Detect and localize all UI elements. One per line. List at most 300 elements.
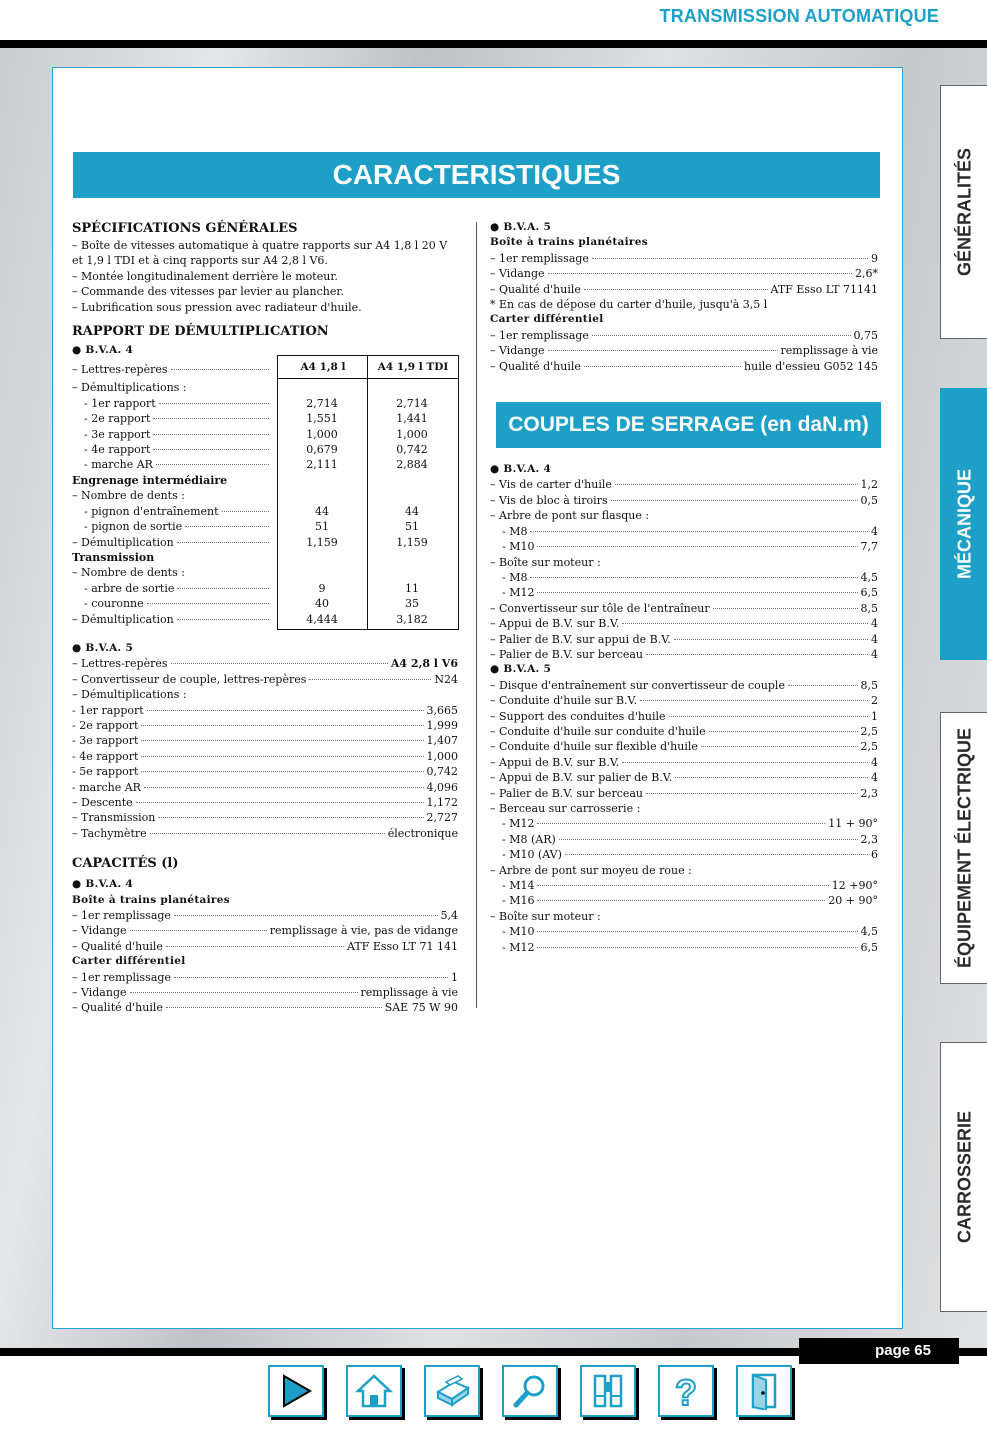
bva5-row — [72, 656, 458, 671]
cs-bva5-row-value: 4,5 — [860, 925, 878, 939]
tab-label: ÉQUIPEMENT ÉLECTRIQUE — [954, 727, 974, 969]
dot-leader — [166, 1007, 382, 1008]
bva5-row-value: 4,096 — [426, 780, 458, 794]
cs-bva5-row-value: 4 — [871, 755, 878, 769]
cs-bva5-row-value: 2 — [871, 694, 878, 708]
cs-bva4-list — [490, 477, 878, 662]
cap-bva4-row — [72, 970, 458, 985]
bva4-label-text: - 1er rapport — [84, 396, 156, 410]
exit-button[interactable] — [736, 1365, 792, 1417]
bva4-header-1: A4 1,8 l — [300, 361, 346, 374]
next-icon — [276, 1372, 316, 1410]
dot-leader — [584, 366, 741, 367]
bva4-value-2: 44 — [405, 504, 419, 518]
bva5-row-key: - 4e rapport — [72, 749, 139, 763]
dot-leader — [537, 900, 825, 901]
cs-bva4-row-key: – Palier de B.V. sur berceau — [490, 647, 644, 661]
bva5-row — [72, 733, 458, 748]
cs-bva5-row-key: – Conduite d'huile sur B.V. — [490, 694, 638, 708]
dot-leader — [177, 588, 269, 589]
dot-leader — [177, 619, 269, 620]
bva4-value-2: 3,182 — [396, 612, 428, 626]
cs-bva4-row-value: 6,5 — [860, 586, 878, 600]
cap-bva4-row-key: – 1er remplissage — [72, 909, 171, 923]
cs-bva4-row-key: – Appui de B.V. sur B.V. — [490, 617, 620, 631]
dot-leader — [156, 464, 269, 465]
dot-leader — [584, 289, 768, 290]
cs-bva5-row-key: – Conduite d'huile sur conduite d'huile — [490, 724, 706, 738]
dot-leader — [537, 885, 828, 886]
cs-bva4-title: ● B.V.A. 4 — [490, 463, 552, 476]
cap-bva5-row — [490, 266, 878, 281]
cap-bva4-title: ● B.V.A. 4 — [72, 878, 134, 891]
cs-bva4-row-key: – Vis de carter d'huile — [490, 478, 612, 492]
cs-bva5-row-value: 8,5 — [860, 678, 878, 692]
bva4-row-label — [72, 380, 272, 395]
dot-leader — [147, 710, 424, 711]
bva5-row-key: - 3e rapport — [72, 734, 139, 748]
bva4-label-text: - arbre de sortie — [84, 581, 175, 595]
tab-generalites[interactable] — [940, 85, 987, 339]
cs-bva4-row — [490, 508, 878, 523]
cs-bva5-row — [490, 678, 878, 693]
bva4-header-2: A4 1,9 l TDI — [377, 361, 449, 374]
bva4-value-1: 2,111 — [306, 458, 338, 472]
bva5-row-key: - 1er rapport — [72, 703, 144, 717]
dot-leader — [141, 771, 423, 772]
bva4-value-1: 1,551 — [306, 412, 338, 426]
cs-bva4-row-key: - M8 — [502, 524, 528, 538]
dot-leader — [537, 931, 857, 932]
cap-bva4-row-key: – Vidange — [72, 986, 127, 1000]
cap-bva5-row — [490, 359, 878, 374]
spec-item: – Lubrification sous pression avec radiateur d'huile. — [72, 300, 362, 314]
bva5-row-key: - 5e rapport — [72, 765, 139, 779]
cs-bva5-row-key: - M12 — [502, 940, 535, 954]
cs-bva5-row-key: – Conduite d'huile sur flexible d'huile — [490, 740, 698, 754]
cs-bva4-row-key: – Palier de B.V. sur appui de B.V. — [490, 632, 671, 646]
cap-bva4-row — [72, 1000, 458, 1015]
cap-bva5-row-key: – Vidange — [490, 344, 545, 358]
bva4-value-1: 2,714 — [306, 396, 338, 410]
spec-item: – Commande des vitesses par levier au plancher. — [72, 285, 344, 299]
bva4-table — [72, 358, 458, 627]
cs-bva4-row-value: 7,7 — [860, 540, 878, 554]
cs-bva5-row — [490, 863, 878, 878]
dot-leader — [141, 756, 423, 757]
cap-bva4-list1 — [72, 908, 458, 954]
dot-leader — [713, 608, 858, 609]
bva4-value-2: 2,884 — [396, 458, 428, 472]
cap-bva5-row-key: – Qualité d'huile — [490, 282, 581, 296]
bva4-value-1: 4,444 — [306, 612, 338, 626]
header-title: TRANSMISSION AUTOMATIQUE — [659, 6, 939, 26]
cap-bva4-row — [72, 985, 458, 1000]
next-button[interactable] — [268, 1365, 324, 1417]
bva5-row — [72, 780, 458, 795]
bva4-value-1: 51 — [315, 520, 329, 534]
search-icon — [510, 1372, 550, 1410]
cap-bva5-row-value: ATF Esso LT 71141 — [770, 282, 878, 296]
rapport-title: RAPPORT DE DÉMULTIPLICATION — [72, 324, 329, 340]
dot-leader — [669, 716, 868, 717]
dot-leader — [141, 740, 423, 741]
cs-bva5-row-key: - M10 — [502, 925, 535, 939]
cs-bva5-row-key: – Support des conduites d'huile — [490, 709, 666, 723]
cap-bva5-row — [490, 343, 878, 358]
bva5-row-key: - 2e rapport — [72, 718, 139, 732]
bva4-value-1: 44 — [315, 504, 329, 518]
cs-bva5-row — [490, 709, 878, 724]
dot-leader — [147, 603, 269, 604]
binoculars-button[interactable] — [580, 1365, 636, 1417]
cap-bva4-sub1: Boîte à trains planétaires — [72, 893, 230, 906]
cs-bva4-row — [490, 539, 878, 554]
cs-bva4-row-value: 1,2 — [860, 478, 878, 492]
cs-bva5-row-key: – Arbre de pont sur moyeu de roue : — [490, 863, 692, 877]
bva4-label-text: – Lettres-repères — [72, 362, 168, 376]
dot-leader — [177, 542, 269, 543]
dot-leader — [592, 335, 851, 336]
dot-leader — [537, 592, 857, 593]
bva4-row-label — [72, 473, 272, 488]
cap-bva4-row-key: – 1er remplissage — [72, 970, 171, 984]
bva4-value-2: 0,742 — [396, 443, 428, 457]
cs-bva4-row — [490, 647, 878, 662]
bva4-label-text: - 4e rapport — [84, 443, 151, 457]
cap-bva5-title: ● B.V.A. 5 — [490, 221, 552, 233]
couples-banner: COUPLES DE SERRAGE (en daN.m) — [496, 402, 881, 448]
dot-leader — [611, 500, 858, 501]
cs-bva5-row-key: – Appui de B.V. sur B.V. — [490, 755, 620, 769]
cs-bva4-row-key: - M10 — [502, 540, 535, 554]
cap-bva5-row — [490, 282, 878, 297]
cs-bva4-row — [490, 555, 878, 570]
tab-carrosserie[interactable] — [940, 1042, 987, 1312]
help-button[interactable] — [658, 1365, 714, 1417]
dot-leader — [640, 700, 868, 701]
dot-leader — [185, 526, 269, 527]
bva5-row — [72, 764, 458, 779]
dot-leader — [174, 915, 438, 916]
dot-leader — [709, 731, 858, 732]
bva4-value-2: 1,159 — [396, 535, 428, 549]
main-banner: CARACTERISTIQUES — [73, 152, 880, 198]
cs-bva5-row — [490, 693, 878, 708]
bva5-row-value: 0,742 — [426, 765, 458, 779]
cs-bva5-row — [490, 893, 878, 908]
dot-leader — [565, 854, 868, 855]
bva4-value-1: 1,000 — [306, 427, 338, 441]
cap-bva4-row-key: – Qualité d'huile — [72, 1001, 163, 1015]
cs-bva4-row-key: - M8 — [502, 570, 528, 584]
right-column — [490, 220, 878, 955]
bva4-label-text: - marche AR — [84, 458, 153, 472]
bva4-label-text: - pignon de sortie — [84, 520, 183, 534]
cs-bva4-row — [490, 524, 878, 539]
cs-bva5-row-value: 4 — [871, 771, 878, 785]
cs-bva5-row-value: 2,5 — [860, 740, 878, 754]
cap-bva4-row-value: ATF Esso LT 71 141 — [347, 939, 458, 953]
bva5-row — [72, 687, 458, 702]
dot-leader — [548, 273, 852, 274]
cs-bva5-row-key: – Disque d'entraînement sur convertisseur de couple — [490, 678, 785, 692]
dot-leader — [537, 546, 857, 547]
cs-bva5-row-value: 2,5 — [860, 724, 878, 738]
cap-bva5-note: * En cas de dépose du carter d'huile, jusqu'à 3,5 l — [490, 298, 768, 312]
spec-item: – Montée longitudinalement derrière le moteur. — [72, 269, 338, 283]
dot-leader — [171, 369, 269, 370]
bva5-row-key: – Transmission — [72, 811, 156, 825]
cap-bva5-row-value: 0,75 — [853, 328, 878, 342]
cap-bva4-row-value: 1 — [451, 970, 458, 984]
cap-bva5-row-value: 9 — [871, 251, 878, 265]
bva4-box — [277, 355, 459, 630]
cap-bva5-row-value: 2,6* — [855, 267, 878, 281]
cs-bva4-row-value: 4 — [871, 632, 878, 646]
bva4-label-text: Transmission — [72, 550, 155, 564]
bva4-label-text: - pignon d'entraînement — [84, 504, 219, 518]
bva4-value-1: 1,159 — [306, 535, 338, 549]
bva5-row — [72, 718, 458, 733]
cs-bva5-row-key: – Berceau sur carrosserie : — [490, 802, 641, 815]
bva5-row-key: – Descente — [72, 796, 133, 809]
dot-leader — [150, 833, 385, 834]
dot-leader — [592, 258, 868, 259]
cs-bva4-row-key: – Convertisseur sur tôle de l'entraîneur — [490, 601, 710, 615]
cap-bva5-row — [490, 328, 878, 343]
cap-bva5-row-value: remplissage à vie — [780, 344, 878, 358]
cs-bva5-row-key: – Boîte sur moteur : — [490, 909, 601, 923]
bva4-row-label — [72, 581, 272, 596]
cs-bva4-row — [490, 477, 878, 492]
tab-mecanique[interactable] — [940, 388, 987, 660]
dot-leader — [153, 418, 269, 419]
cs-bva5-row-value: 2,3 — [860, 832, 878, 846]
bva5-row — [72, 810, 458, 825]
bva4-value-2: 2,714 — [396, 396, 428, 410]
bva4-value-2: 1,000 — [396, 427, 428, 441]
dot-leader — [159, 403, 269, 404]
bva4-label-text: – Nombre de dents : — [72, 489, 185, 503]
cs-bva5-row — [490, 878, 878, 893]
dot-leader — [646, 654, 868, 655]
bva4-value-1: 0,679 — [306, 443, 338, 457]
search-button[interactable] — [502, 1365, 558, 1417]
bva5-title: ● B.V.A. 5 — [72, 641, 134, 654]
cs-bva5-row — [490, 816, 878, 831]
bva4-label-text: – Démultiplication — [72, 535, 174, 549]
cs-bva5-row-value: 6,5 — [860, 940, 878, 954]
cap-bva5-list2 — [490, 328, 878, 374]
cap-bva4-row-value: remplissage à vie, pas de vidange — [269, 924, 458, 938]
bva4-label-text: – Démultiplications : — [72, 381, 187, 395]
bva4-value-2: 51 — [405, 520, 419, 534]
cs-bva4-row-value: 4 — [871, 524, 878, 538]
bva4-row-label — [72, 519, 272, 534]
dot-leader — [622, 762, 868, 763]
dot-leader — [166, 946, 344, 947]
spec-item: – Boîte de vitesses automatique à quatre rapports sur A4 1,8 l 20 V — [72, 239, 448, 252]
bva4-title: ● B.V.A. 4 — [72, 344, 134, 357]
print-icon — [432, 1372, 472, 1410]
bva5-row-key: - marche AR — [72, 780, 141, 794]
bva4-value-2: 35 — [405, 597, 419, 611]
cap-bva4-row-value: remplissage à vie — [360, 986, 458, 1000]
cap-bva5-sub2: Carter différentiel — [490, 313, 604, 326]
cs-bva5-row-value: 20 + 90° — [828, 894, 878, 908]
cs-bva5-row — [490, 801, 878, 816]
home-button[interactable] — [346, 1365, 402, 1417]
spec-list — [72, 238, 458, 315]
dot-leader — [222, 511, 269, 512]
dot-leader — [530, 531, 868, 532]
cs-bva5-row-key: - M8 (AR) — [502, 832, 556, 846]
cs-bva5-list — [490, 678, 878, 955]
cs-bva5-title: ● B.V.A. 5 — [490, 663, 552, 676]
bva4-value-1: 9 — [318, 581, 326, 595]
cap-bva4-row — [72, 923, 458, 938]
cap-bva5-sub1: Boîte à trains planétaires — [490, 236, 648, 249]
cs-bva5-row — [490, 847, 878, 862]
cap-bva4-sub2: Carter différentiel — [72, 955, 186, 968]
cs-bva4-row-value: 4 — [871, 647, 878, 661]
cs-bva4-row-value: 4,5 — [860, 570, 878, 584]
dot-leader — [622, 623, 868, 624]
cs-bva5-row — [490, 755, 878, 770]
bva4-value-1: 40 — [315, 597, 329, 611]
cs-bva5-row — [490, 724, 878, 739]
cs-bva4-row-key: - M12 — [502, 586, 535, 600]
bva5-row-key: – Tachymètre — [72, 826, 147, 840]
cap-bva5-row-key: – Vidange — [490, 267, 545, 281]
bva4-row-label — [72, 504, 272, 519]
bva5-row — [72, 826, 458, 841]
dot-leader — [153, 434, 269, 435]
cs-bva5-row-value: 2,3 — [860, 786, 878, 800]
cap-bva4-list2 — [72, 970, 458, 1016]
tab-label: CARROSSERIE — [954, 1110, 974, 1244]
cs-bva5-row — [490, 770, 878, 785]
bva4-value-2: 11 — [405, 581, 419, 595]
cap-bva4-row — [72, 939, 458, 954]
exit-icon — [744, 1372, 784, 1410]
capacites-title: CAPACITÉS (l) — [72, 856, 179, 872]
dot-leader — [646, 793, 857, 794]
cap-bva5-row-key: – Qualité d'huile — [490, 359, 581, 373]
dot-leader — [530, 577, 857, 578]
cap-bva5-row — [490, 251, 878, 266]
cs-bva4-row — [490, 585, 878, 600]
bva4-row-label — [72, 488, 272, 503]
dot-leader — [144, 787, 424, 788]
bva5-row-key: – Démultiplications : — [72, 688, 187, 702]
cs-bva4-row — [490, 601, 878, 616]
bva4-row-label — [72, 596, 272, 611]
cs-bva4-row-key: – Vis de bloc à tiroirs — [490, 493, 608, 507]
bva4-row-label — [72, 411, 272, 426]
cap-bva4-row — [72, 908, 458, 923]
cs-bva5-row — [490, 940, 878, 955]
cs-bva4-row — [490, 570, 878, 585]
dot-leader — [548, 350, 778, 351]
cs-bva4-row-value: 8,5 — [860, 601, 878, 615]
nav-bar — [268, 1365, 792, 1417]
home-icon — [354, 1372, 394, 1410]
dot-leader — [674, 639, 868, 640]
bva5-row-value: 1,407 — [426, 734, 458, 748]
bva4-row-label — [72, 396, 272, 411]
cs-bva4-row — [490, 632, 878, 647]
bva4-label-text: - couronne — [84, 597, 144, 611]
dot-leader — [537, 947, 857, 948]
bva5-list — [72, 656, 458, 841]
bva4-label-text: Engrenage intermédiaire — [72, 473, 228, 487]
cs-bva5-row — [490, 739, 878, 754]
dot-leader — [141, 725, 423, 726]
cap-bva4-row-key: – Qualité d'huile — [72, 939, 163, 953]
bva5-row-key: – Lettres-repères — [72, 657, 168, 671]
bva4-row-label — [72, 550, 272, 565]
tab-label: GÉNÉRALITÉS — [954, 147, 974, 277]
tab-equipement-electrique[interactable] — [940, 712, 987, 984]
svg-text:?: ? — [675, 1372, 697, 1410]
bva5-row-value: 3,665 — [426, 703, 458, 717]
print-button[interactable] — [424, 1365, 480, 1417]
bva4-row-label — [72, 442, 272, 457]
bva4-row-label — [72, 457, 272, 472]
cs-bva5-row — [490, 909, 878, 924]
dot-leader — [136, 802, 424, 803]
cs-bva4-row-value: 0,5 — [860, 493, 878, 507]
dot-leader — [158, 817, 423, 818]
cs-bva5-row — [490, 924, 878, 939]
dot-leader — [537, 823, 825, 824]
bva4-label-text: - 2e rapport — [84, 412, 151, 426]
cs-bva4-row-value: 4 — [871, 617, 878, 631]
bva5-row-value: 1,172 — [426, 796, 458, 809]
dot-leader — [130, 992, 358, 993]
bva5-row — [72, 703, 458, 718]
binoculars-icon — [588, 1372, 628, 1410]
cs-bva5-row-key: – Palier de B.V. sur berceau — [490, 786, 644, 800]
cs-bva5-row-key: - M10 (AV) — [502, 848, 562, 862]
cs-bva5-row-value: 12 +90° — [831, 879, 878, 893]
bva5-row-value: électronique — [387, 826, 458, 840]
help-icon — [666, 1372, 706, 1410]
cap-bva5-row-value: huile d'essieu G052 145 — [744, 359, 878, 373]
cs-bva4-row-key: – Boîte sur moteur : — [490, 555, 601, 569]
cs-bva5-row — [490, 786, 878, 801]
cs-bva4-row — [490, 616, 878, 631]
bva5-row — [72, 795, 458, 810]
cap-bva4-row-value: 5,4 — [440, 909, 458, 923]
bva5-row-value: N24 — [434, 672, 458, 686]
bva5-row-value: A4 2,8 l V6 — [390, 657, 458, 671]
cs-bva5-row-value: 1 — [871, 709, 878, 723]
page-number: page 65 — [799, 1338, 959, 1364]
bva5-row-value: 1,000 — [426, 749, 458, 763]
dot-leader — [559, 839, 858, 840]
cs-bva4-row — [490, 493, 878, 508]
bva5-row — [72, 672, 458, 687]
spec-item: et 1,9 l TDI et à cinq rapports sur A4 2,8 l V6. — [72, 254, 328, 268]
cs-bva5-row-key: - M16 — [502, 894, 535, 908]
bva4-row-label — [72, 362, 272, 377]
bva4-value-2: 1,441 — [396, 412, 428, 426]
dot-leader — [153, 449, 269, 450]
dot-leader — [675, 777, 868, 778]
